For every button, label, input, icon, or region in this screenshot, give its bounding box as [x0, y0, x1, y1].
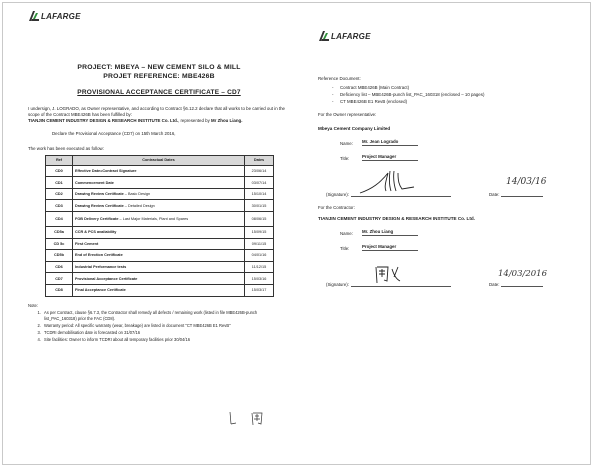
row-title: CCR & PCS availability [75, 230, 117, 235]
table-row [46, 250, 274, 262]
row-contractual-date [73, 273, 245, 285]
date-line [501, 195, 543, 197]
owner-title: Project Manager [362, 154, 418, 161]
date-label: Date: [488, 191, 500, 197]
lafarge-logo-icon [318, 30, 330, 42]
row-ref: CD8 [46, 284, 73, 296]
note-item: 1. As per Contract, clause §6.7.3, the Contractor shall remedy all defects / remaining work (listed in file MBE426B-punch list_PAC_160318) prior the FAC (CD8). [42, 310, 290, 322]
row-contractual-date [73, 261, 245, 273]
row-ref: CD3 [46, 200, 73, 212]
title-label: Title: [340, 245, 350, 251]
row-title: Drawing Review Certificate [75, 192, 124, 197]
row-ref: CD 5c [46, 238, 73, 250]
row-contractual-date [73, 226, 245, 238]
owner-signature [358, 167, 428, 197]
row-ref: CD4 [46, 211, 73, 226]
table-row [46, 226, 274, 238]
row-date: 15/03/17 [245, 284, 274, 296]
contractor-title: Project Manager [362, 244, 418, 251]
reference-document-label: Reference Document: [318, 76, 361, 81]
list-item: - Contract MBE426B (Main Contract) [332, 84, 578, 91]
contractor-signature [370, 261, 410, 287]
contractor-signature-row [318, 265, 578, 287]
row-title: End of Erection Certificate [75, 253, 123, 258]
row-title: Provisional Acceptance Certificate [75, 276, 138, 281]
row-ref: CD1 [46, 177, 73, 189]
declaration-paragraph [28, 106, 290, 125]
contractor-signature-date: 14/03/2016 [498, 268, 547, 279]
row-contractual-date [73, 200, 245, 212]
row-subtitle: – Last Major Materials, Plant and Spares [118, 216, 189, 221]
logo-text: LAFARGE [331, 31, 371, 41]
lafarge-logo-icon [28, 10, 40, 22]
date-line [501, 285, 543, 287]
row-title: Effective Date=Contract Signature [75, 168, 137, 173]
certificate-title-text: PROVISIONAL ACCEPTANCE CERTIFICATE – CD7 [77, 89, 241, 96]
note-item: 4. Site facilities: Owner to inform TCDRI about all temporary facilities prior 30/04/16 [42, 337, 290, 343]
row-date: 03/07/14 [245, 177, 274, 189]
contractor-company: TIANJIN CEMENT INDUSTRY DESIGN & RESEARCH INSTITUTE Co. Ltd. [318, 215, 475, 221]
row-ref: CD5b [46, 250, 73, 262]
row-contractual-date [73, 177, 245, 189]
row-date: 08/06/15 [245, 211, 274, 226]
milestones-body [46, 165, 274, 296]
owner-name-row [318, 139, 578, 146]
row-contractual-date [73, 188, 245, 200]
table-row [46, 188, 274, 200]
owner-title-row [318, 154, 578, 161]
row-contractual-date [73, 238, 245, 250]
note-item: 2. Warranty period: All specific warranty (wear, breakage) are listed in document "CT MBE426B E1 RevB" [42, 323, 290, 329]
row-date: 15/10/14 [245, 188, 274, 200]
row-date: 15/09/15 [245, 226, 274, 238]
table-row [46, 284, 274, 296]
owner-signature-row [318, 175, 578, 197]
certificate-title [28, 89, 290, 96]
col-header-ref: Ref [46, 155, 73, 165]
signature-label: (Signature): [326, 281, 349, 287]
row-date: 11/12/15 [245, 261, 274, 273]
table-row [46, 165, 274, 177]
row-date: 09/11/15 [245, 238, 274, 250]
representative-name: Mr Zhou Liang. [211, 118, 243, 124]
initials-signature [224, 408, 284, 428]
project-title: PROJECT: MBEYA – NEW CEMENT SILO & MILL [77, 64, 241, 71]
certificate-page-1 [28, 8, 290, 462]
table-row [46, 238, 274, 250]
row-ref: CD2 [46, 188, 73, 200]
table-row [46, 177, 274, 189]
contractor-name: Mr. Zhou Liang [362, 229, 418, 236]
project-ref-value: MBE426B [182, 72, 215, 80]
table-row [46, 273, 274, 285]
col-header-contractual-dates: Contractual Dates [73, 155, 245, 165]
table-row [46, 261, 274, 273]
contractor-label: For the Contractor: [318, 204, 355, 210]
table-header-row [46, 155, 274, 165]
name-label: Name: [340, 230, 353, 236]
declare-statement: Declare the Provisional Acceptance (CD7) on 15th March 2016, [52, 130, 176, 136]
row-title: Drawing Review Certificate [75, 203, 124, 208]
table-row [46, 211, 274, 226]
row-ref: CD7 [46, 273, 73, 285]
note-item: 3. TCDRI demobilisation date is forecasted on 31/07/16 [42, 330, 290, 336]
certificate-page-2 [318, 8, 578, 462]
row-ref: CD0 [46, 165, 73, 177]
owner-signature-date: 14/03/16 [506, 176, 547, 187]
row-ref: CD5a [46, 226, 73, 238]
list-item: - CT MBE426B E1 RevB (enclosed) [332, 98, 578, 105]
row-subtitle: – Detailed Design [123, 203, 155, 208]
row-date: 04/01/16 [245, 250, 274, 262]
table-row [46, 200, 274, 212]
work-intro: The work has been executed as follow: [28, 145, 104, 151]
project-reference [28, 73, 290, 82]
row-contractual-date [73, 284, 245, 296]
date-label: Date: [488, 281, 500, 287]
row-title: Commencement Date [75, 180, 114, 185]
contractor-title-row [318, 244, 578, 251]
signature-label: (Signature): [326, 191, 349, 197]
note-label: Note: [28, 302, 39, 308]
logo-text: LAFARGE [41, 11, 81, 21]
notes-list [28, 310, 290, 343]
represented-by: , represented by [178, 118, 210, 124]
list-item: - Deficiency list – MBE426B-punch list_PAC_160318 (enclosed – 10 pages) [332, 91, 578, 98]
row-title: First Cement [75, 241, 99, 246]
row-ref: CD6 [46, 261, 73, 273]
title-label: Title: [340, 155, 350, 161]
col-header-dates: Dates [245, 155, 274, 165]
contractor-name-row [318, 229, 578, 236]
reference-documents-list [332, 84, 578, 106]
row-title: FOB Delivery Certificate [75, 216, 119, 221]
row-contractual-date [73, 211, 245, 226]
declaration-text: I undersign, J. LOGRADO, as Owner representative, and according to Contract §6.12.2 declare that all works to be carried out in the scope of the Contract MBE426B has been fulfilled by: [28, 106, 285, 118]
row-date: 30/01/15 [245, 200, 274, 212]
row-contractual-date [73, 165, 245, 177]
row-subtitle: – Basic Design [123, 192, 151, 197]
lafarge-logo [28, 8, 290, 24]
milestones-table [45, 155, 274, 297]
owner-company: Mbeya Cement Company Limited [318, 125, 391, 131]
name-label: Name: [340, 140, 353, 146]
contractor-name: TIANJIN CEMENT INDUSTRY DESIGN & RESEARCH INSTITUTE Co. Ltd. [28, 118, 179, 124]
lafarge-logo-page2 [318, 28, 578, 44]
project-ref-label: PROJET REFERENCE: [103, 72, 180, 80]
owner-name: Mr. Jean Logrado [362, 139, 418, 146]
row-title: Industrial Performance tests [75, 265, 127, 270]
row-date: 15/03/16 [245, 273, 274, 285]
row-contractual-date [73, 250, 245, 262]
owner-rep-label: For the Owner representative: [318, 111, 377, 117]
row-date: 23/06/14 [245, 165, 274, 177]
row-title: Final Acceptance Certificate [75, 288, 126, 293]
